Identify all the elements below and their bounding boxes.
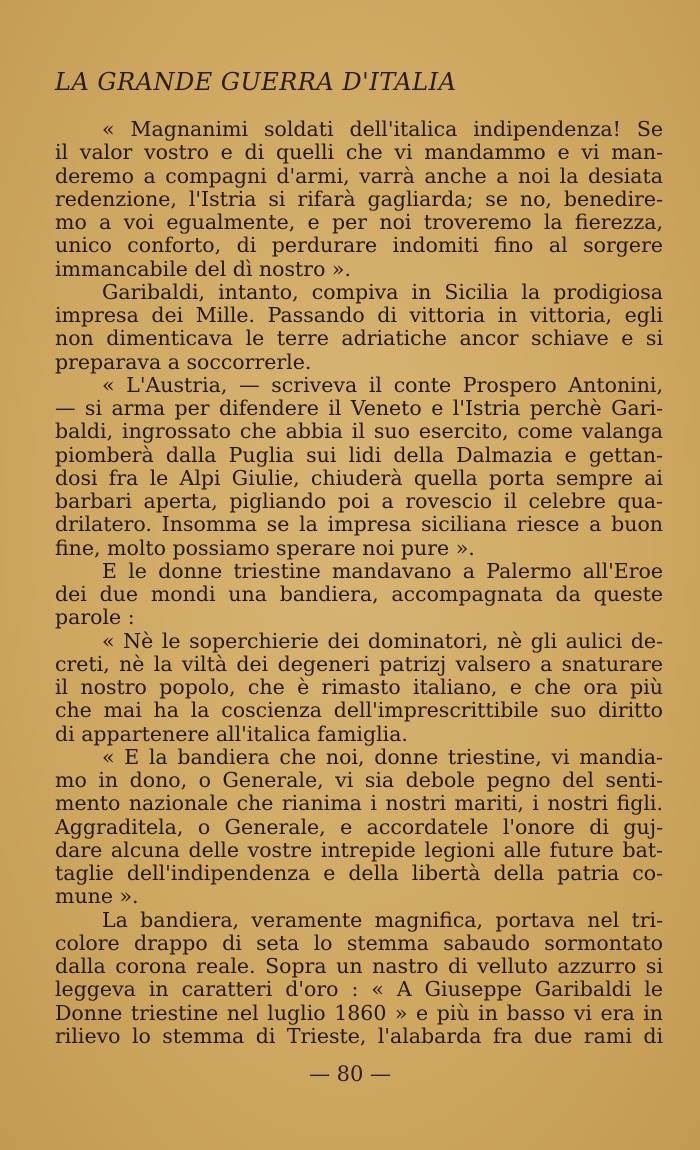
text-line: mo a voi egualmente, e per noi troveremo la fierezza,	[55, 210, 663, 234]
text-line: drilatero. Insomma se la impresa siciliana riesce a buon	[55, 512, 663, 537]
text-line: « Nè le soperchierie dei dominatori, nè gli aulici de-	[102, 628, 663, 653]
text-line: creti, nè la viltà dei degeneri patrizj valsero a snaturare	[55, 651, 663, 676]
text-line: preparava a soccorrerle.	[55, 349, 312, 374]
text-line: « L'Austria, — scriveva il conte Prospero Antonini,	[102, 372, 663, 397]
text-line: Aggraditela, o Generale, e accordatele l'onore di guj-	[55, 814, 663, 839]
text-line: immancabile del dì nostro ».	[55, 256, 351, 281]
text-line: Garibaldi, intanto, compiva in Sicilia la prodigiosa	[102, 279, 663, 304]
text-line: leggeva in caratteri d'oro : « A Giuseppe Garibaldi le	[55, 977, 663, 1002]
text-line: mento nazionale che rianima i nostri mariti, i nostri figli.	[55, 791, 663, 816]
text-line: colore drappo di seta lo stemma sabaudo sormontato	[55, 930, 663, 955]
text-line: mo in dono, o Generale, vi sia debole pegno del senti-	[55, 768, 663, 792]
text-line: il nostro popolo, che è rimasto italiano, e che ora più	[55, 675, 663, 699]
body-text	[55, 118, 663, 1048]
text-line: di appartenere all'italica famiglia.	[55, 721, 408, 746]
text-line: dare alcuna delle vostre intrepide legioni alle future bat-	[55, 837, 663, 862]
text-line: il valor vostro e di quelli che vi mandammo e vi man-	[55, 140, 663, 165]
text-line: impresa dei Mille. Passando di vittoria in vittoria, egli	[55, 303, 663, 327]
text-line: « Magnanimi soldati dell'italica indipendenza! Se	[102, 117, 663, 141]
text-line: « E la bandiera che noi, donne triestine, vi mandia-	[102, 744, 663, 769]
text-line: Donne triestine nel luglio 1860 » e più in basso vi era in	[55, 1000, 663, 1025]
text-line: dosi fra le Alpi Giulie, chiuderà quella porta sempre ai	[55, 465, 663, 490]
text-line: dalla corona reale. Sopra un nastro di velluto azzurro si	[55, 954, 663, 978]
page-number: — 80 —	[308, 1062, 392, 1086]
text-line: — si arma per difendere il Veneto e l'Istria perchè Gari-	[55, 396, 663, 420]
text-line: piomberà dalla Puglia sui lidi della Dalmazia e gettan-	[55, 442, 663, 467]
running-head: LA GRANDE GUERRA D'ITALIA	[55, 68, 457, 96]
text-line: dei due mondi una bandiera, accompagnata da queste	[55, 582, 663, 606]
text-line: non dimenticava le terre adriatiche ancor schiave e si	[55, 326, 663, 351]
text-line: baldi, ingrossato che abbia il suo esercito, come valanga	[55, 419, 663, 444]
text-line: taglie dell'indipendenza e della libertà della patria co-	[55, 861, 663, 885]
text-line: rilievo lo stemma di Trieste, l'alabarda fra due rami di	[55, 1023, 663, 1048]
text-line: redenzione, l'Istria si rifarà gagliarda; se no, benedire-	[55, 186, 663, 211]
text-line: barbari aperta, pigliando poi a rovescio il celebre qua-	[55, 489, 663, 513]
text-line: che mai ha la coscienza dell'imprescrittibile suo diritto	[55, 698, 663, 723]
text-line: mune ».	[55, 884, 139, 909]
text-line: E le donne triestine mandavano a Palermo all'Eroe	[102, 558, 663, 583]
text-line: La bandiera, veramente magnifica, portava nel tri-	[102, 907, 663, 932]
text-line: unico conforto, di perdurare indomiti fino al sorgere	[55, 233, 663, 258]
text-line: fine, molto possiamo sperare noi pure ».	[55, 535, 475, 560]
text-line: deremo a compagni d'armi, varrà anche a noi la desiata	[55, 163, 663, 188]
text-line: parole :	[55, 605, 135, 630]
